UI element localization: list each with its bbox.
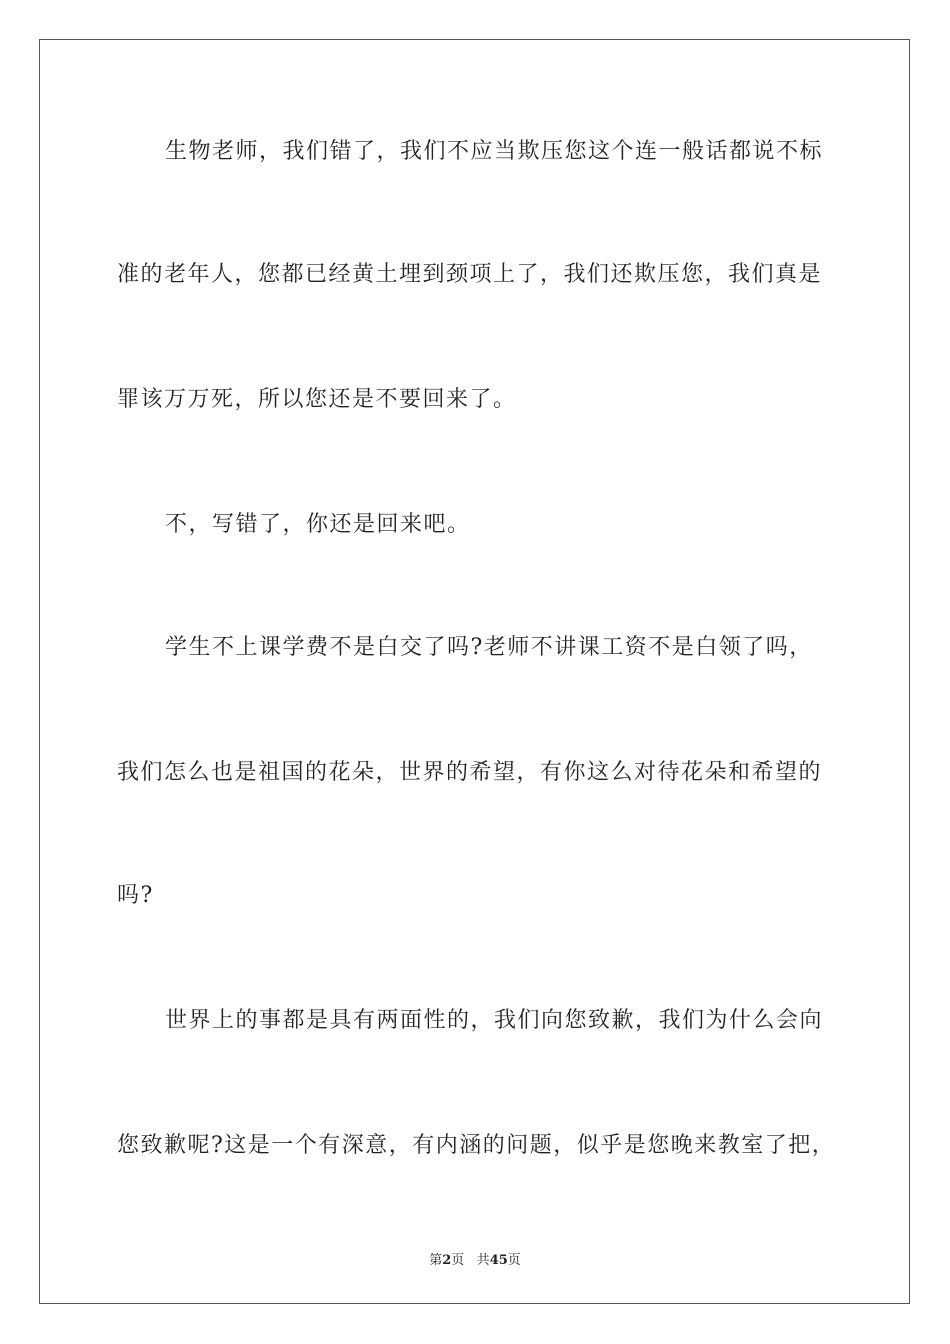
footer-total-prefix: 共 — [476, 1253, 490, 1268]
page-footer — [0, 1249, 950, 1268]
footer-total-pages: 45 — [489, 1253, 508, 1268]
text-line-9: 您致歉呢?这是一个有深意，有内涵的问题，似乎是您晚来教室了把， — [117, 1133, 836, 1158]
text-line-1: 生物老师，我们错了，我们不应当欺压您这个连一般话都说不标 — [165, 139, 824, 164]
text-line-3: 罪该万万死，所以您还是不要回来了。 — [117, 387, 517, 412]
text-line-7: 吗? — [117, 883, 154, 908]
footer-page-suffix: 页 — [451, 1253, 465, 1268]
footer-page-number: 2 — [442, 1253, 452, 1268]
text-line-8: 世界上的事都是具有两面性的，我们向您致歉，我们为什么会向 — [165, 1008, 824, 1033]
footer-prefix: 第 — [429, 1253, 443, 1268]
text-line-4: 不，写错了，你还是回来吧。 — [165, 512, 471, 537]
footer-total-suffix: 页 — [507, 1253, 521, 1268]
text-line-2: 准的老年人，您都已经黄土埋到颈项上了，我们还欺压您，我们真是 — [117, 262, 823, 287]
text-line-5: 学生不上课学费不是白交了吗?老师不讲课工资不是白领了吗， — [165, 635, 813, 660]
text-line-6: 我们怎么也是祖国的花朵，世界的希望，有你这么对待花朵和希望的 — [117, 760, 823, 785]
page-border — [39, 39, 910, 1304]
